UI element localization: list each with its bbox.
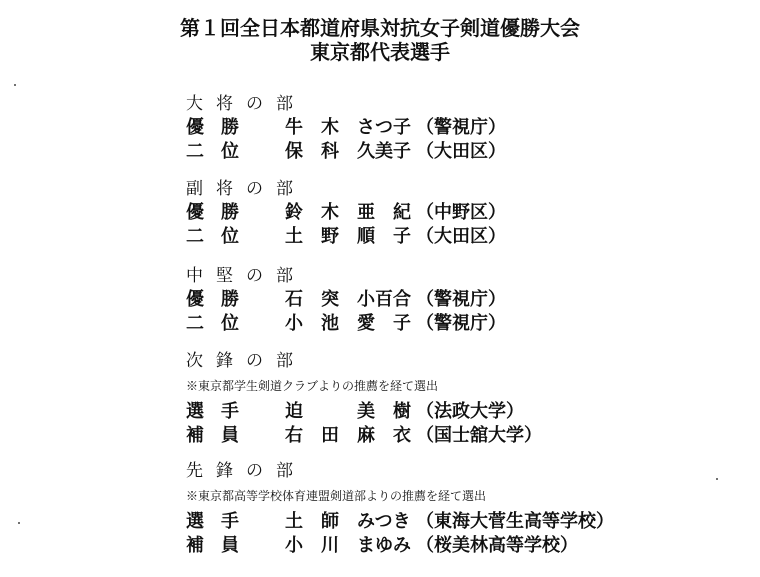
entry-affiliation: （桜美林高等学校） — [416, 535, 578, 556]
entry-affiliation: （警視庁） — [416, 289, 506, 310]
section-jiho — [186, 350, 746, 446]
scan-speck — [716, 478, 718, 480]
document-subtitle: 東京都代表選手 — [310, 40, 450, 64]
entry-affiliation: （東海大菅生高等学校） — [416, 511, 614, 532]
entry-affiliation: （警視庁） — [416, 313, 506, 334]
entry-name: 鈴 木 亜 紀 — [285, 202, 411, 223]
entry-row — [186, 400, 746, 424]
section-heading: 次鋒の部 — [186, 351, 306, 371]
entry-role: 優勝 — [186, 117, 256, 138]
entry-role: 補員 — [186, 535, 256, 556]
entry-name: 保 科 久美子 — [285, 141, 411, 162]
section-heading: 副将の部 — [186, 179, 306, 199]
entry-name: 小 川 まゆみ — [285, 535, 411, 556]
entry-row — [186, 288, 746, 312]
entry-name: 石 突 小百合 — [285, 289, 411, 310]
entry-row — [186, 534, 746, 558]
entry-role: 二位 — [186, 141, 256, 162]
entry-name: 右 田 麻 衣 — [285, 425, 411, 446]
section-note: ※東京都高等学校体育連盟剣道部よりの推薦を経て選出 — [186, 489, 487, 503]
entry-role: 優勝 — [186, 289, 256, 310]
entry-name: 土 師 みつき — [285, 511, 411, 532]
section-senpo — [186, 460, 746, 560]
entry-row — [186, 116, 746, 140]
section-heading: 中堅の部 — [186, 266, 306, 286]
entry-name: 土 野 順 子 — [285, 226, 411, 247]
entry-row — [186, 510, 746, 534]
entry-affiliation: （大田区） — [416, 226, 506, 247]
section-heading: 先鋒の部 — [186, 461, 306, 481]
section-heading: 大将の部 — [186, 94, 306, 114]
entry-affiliation: （法政大学） — [416, 401, 524, 422]
entry-role: 二位 — [186, 226, 256, 247]
entry-role: 優勝 — [186, 202, 256, 223]
section-chuken — [186, 265, 746, 335]
scan-speck — [18, 522, 20, 524]
scan-speck — [14, 84, 16, 86]
entry-role: 選手 — [186, 401, 256, 422]
entry-affiliation: （警視庁） — [416, 117, 506, 138]
entry-row — [186, 201, 746, 225]
entry-role: 二位 — [186, 313, 256, 334]
entry-row — [186, 140, 746, 164]
section-taisho — [186, 93, 746, 163]
section-fukusho — [186, 178, 746, 248]
document-title: 第１回全日本都道府県対抗女子剣道優勝大会 — [180, 16, 580, 40]
entry-name: 牛 木 さつ子 — [285, 117, 411, 138]
entry-role: 選手 — [186, 511, 256, 532]
section-note: ※東京都学生剣道クラブよりの推薦を経て選出 — [186, 379, 439, 393]
entry-affiliation: （大田区） — [416, 141, 506, 162]
entry-affiliation: （中野区） — [416, 202, 506, 223]
entry-row — [186, 424, 746, 448]
entry-row — [186, 312, 746, 336]
entry-role: 補員 — [186, 425, 256, 446]
entry-name: 小 池 愛 子 — [285, 313, 411, 334]
entry-name: 迫 美 樹 — [285, 401, 411, 422]
entry-affiliation: （国士舘大学） — [416, 425, 542, 446]
entry-row — [186, 225, 746, 249]
